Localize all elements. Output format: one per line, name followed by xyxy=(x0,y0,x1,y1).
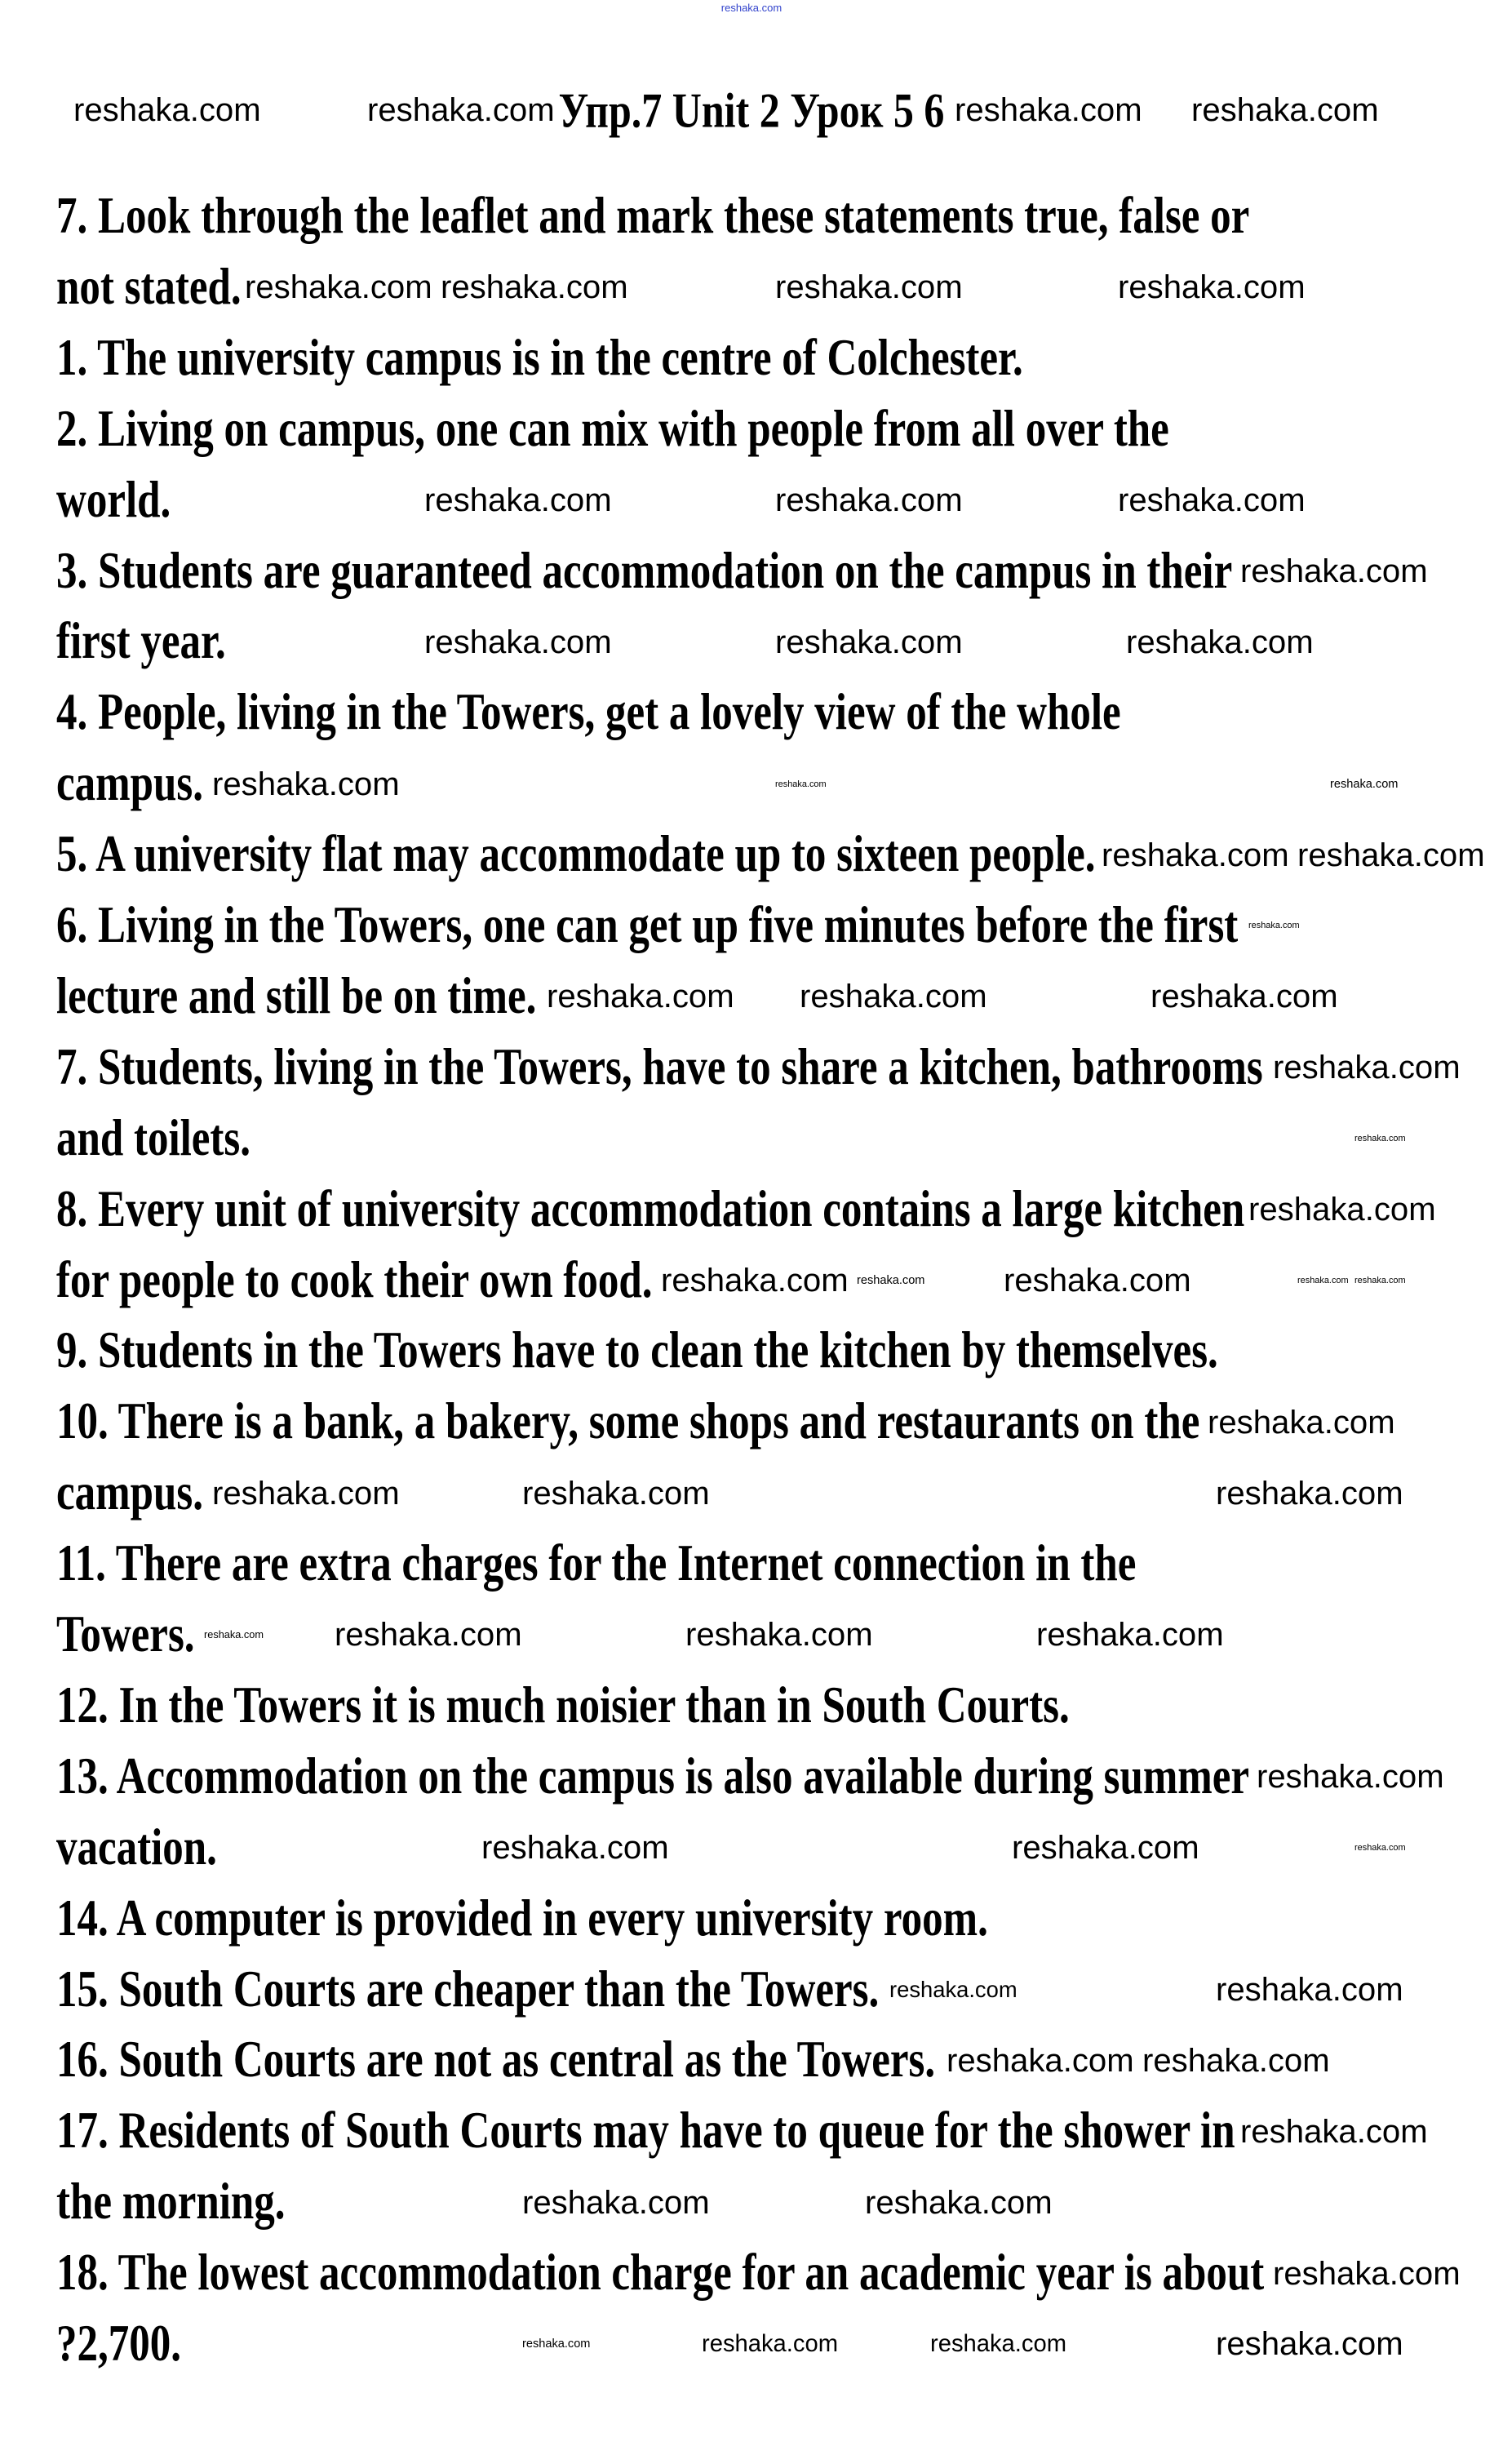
statement-17-line: 17. Residents of South Courts may have to queue for the shower in xyxy=(56,2102,1235,2160)
watermark: reshaka.com xyxy=(204,1628,264,1641)
watermark: reshaka.com xyxy=(1191,91,1379,128)
statement-18-line: 18. The lowest accommodation charge for an academic year is about xyxy=(56,2244,1265,2302)
statement-8-line: for people to cook their own food. xyxy=(56,1251,653,1309)
watermark: reshaka.com xyxy=(1208,1403,1395,1441)
watermark: reshaka.com xyxy=(661,1261,849,1299)
statement-6-line: lecture and still be on time. xyxy=(56,967,537,1025)
watermark: reshaka.com xyxy=(955,91,1142,128)
watermark: reshaka.com xyxy=(947,2041,1134,2079)
watermark: reshaka.com xyxy=(1216,2325,1403,2363)
statement-18-line: ?2,700. xyxy=(56,2315,181,2373)
watermark: reshaka.com xyxy=(245,269,432,306)
watermark: reshaka.com xyxy=(522,2183,710,2221)
statement-4-line: campus. xyxy=(56,755,203,813)
watermark: reshaka.com xyxy=(1257,1758,1444,1796)
watermark: reshaka.com xyxy=(775,482,963,519)
watermark: reshaka.com xyxy=(522,2337,591,2351)
watermark: reshaka.com xyxy=(702,2331,838,2358)
statement-14-line: 14. A computer is provided in every university room. xyxy=(56,1889,988,1947)
watermark: reshaka.com xyxy=(1354,1843,1406,1854)
watermark: reshaka.com xyxy=(441,269,628,306)
watermark: reshaka.com xyxy=(1004,1261,1191,1299)
statement-13-line: 13. Accommodation on the campus is also available during summer xyxy=(56,1747,1250,1805)
statement-15-line: 15. South Courts are cheaper than the Towers. xyxy=(56,1960,880,2018)
watermark: reshaka.com xyxy=(775,623,963,660)
watermark: reshaka.com xyxy=(685,1616,873,1654)
statement-7-line: 7. Students, living in the Towers, have to share a kitchen, bathrooms xyxy=(56,1038,1263,1096)
statement-16-line: 16. South Courts are not as central as the Towers. xyxy=(56,2031,936,2089)
statement-9-line: 9. Students in the Towers have to clean the kitchen by themselves. xyxy=(56,1322,1218,1380)
statement-4-line: 4. People, living in the Towers, get a lovely view of the whole xyxy=(56,684,1121,742)
statement-3-line: 3. Students are guaranteed accommodation on the campus in their xyxy=(56,542,1233,600)
watermark: reshaka.com xyxy=(367,91,555,128)
watermark: reshaka.com xyxy=(1216,1474,1403,1512)
watermark: reshaka.com xyxy=(1273,2254,1461,2292)
watermark: reshaka.com xyxy=(1036,1616,1224,1654)
statement-10-line: 10. There is a bank, a bakery, some shops and restaurants on the xyxy=(56,1393,1200,1451)
statement-12-line: 12. In the Towers it is much noisier than in South Courts. xyxy=(56,1676,1070,1734)
statement-2-line: 2. Living on campus, one can mix with people from all over the xyxy=(56,400,1169,458)
watermark: reshaka.com xyxy=(424,482,612,519)
instruction-line: not stated. xyxy=(56,258,242,316)
statement-8-line: 8. Every unit of university accommodation contains a large kitchen xyxy=(56,1180,1245,1238)
watermark: reshaka.com xyxy=(547,978,734,1015)
watermark: reshaka.com xyxy=(1330,777,1399,791)
watermark: reshaka.com xyxy=(1273,1049,1461,1086)
watermark: reshaka.com xyxy=(1118,482,1306,519)
statement-10-line: campus. xyxy=(56,1464,203,1522)
watermark: reshaka.com xyxy=(1012,1829,1199,1867)
watermark: reshaka.com xyxy=(73,91,261,128)
watermark: reshaka.com xyxy=(1297,1275,1349,1285)
watermark: reshaka.com xyxy=(1126,623,1314,660)
watermark: reshaka.com xyxy=(1354,1134,1406,1144)
watermark: reshaka.com xyxy=(800,978,987,1015)
watermark: reshaka.com xyxy=(1297,836,1485,873)
watermark: reshaka.com xyxy=(1151,978,1338,1015)
watermark: reshaka.com xyxy=(481,1829,669,1867)
instruction-line: 7. Look through the leaflet and mark these statements true, false or xyxy=(56,187,1250,245)
watermark: reshaka.com xyxy=(1102,836,1289,873)
watermark: reshaka.com xyxy=(1248,921,1300,931)
watermark: reshaka.com xyxy=(1248,1191,1436,1228)
statement-11-line: 11. There are extra charges for the Internet connection in the xyxy=(56,1534,1137,1592)
watermark: reshaka.com xyxy=(1142,2041,1330,2079)
watermark: reshaka.com xyxy=(1240,2112,1428,2150)
watermark: reshaka.com xyxy=(522,1474,710,1512)
statement-2-line: world. xyxy=(56,471,171,529)
statement-5-line: 5. A university flat may accommodate up to sixteen people. xyxy=(56,825,1096,883)
watermark: reshaka.com xyxy=(335,1616,522,1654)
statement-17-line: the morning. xyxy=(56,2173,286,2231)
watermark: reshaka.com xyxy=(424,623,612,660)
watermark: reshaka.com xyxy=(1118,269,1306,306)
watermark: reshaka.com xyxy=(857,1273,925,1287)
statement-6-line: 6. Living in the Towers, one can get up five minutes before the first xyxy=(56,896,1239,954)
statement-3-line: first year. xyxy=(56,613,226,671)
header-watermark: reshaka.com xyxy=(720,2,783,14)
watermark: reshaka.com xyxy=(212,765,400,802)
watermark: reshaka.com xyxy=(865,2183,1053,2221)
watermark: reshaka.com xyxy=(1216,1970,1403,2008)
watermark: reshaka.com xyxy=(889,1976,1018,2002)
statement-13-line: vacation. xyxy=(56,1818,217,1876)
watermark: reshaka.com xyxy=(930,2331,1066,2358)
watermark: reshaka.com xyxy=(1354,1275,1406,1285)
statement-1-line: 1. The university campus is in the centre of Colchester. xyxy=(56,329,1023,387)
watermark: reshaka.com xyxy=(212,1474,400,1512)
watermark: reshaka.com xyxy=(1240,552,1428,589)
statement-7-line: and toilets. xyxy=(56,1109,251,1167)
watermark: reshaka.com xyxy=(775,269,963,306)
watermark: reshaka.com xyxy=(775,779,827,789)
statement-11-line: Towers. xyxy=(56,1605,195,1663)
page-title: Упр.7 Unit 2 Урок 5 6 xyxy=(558,82,945,138)
